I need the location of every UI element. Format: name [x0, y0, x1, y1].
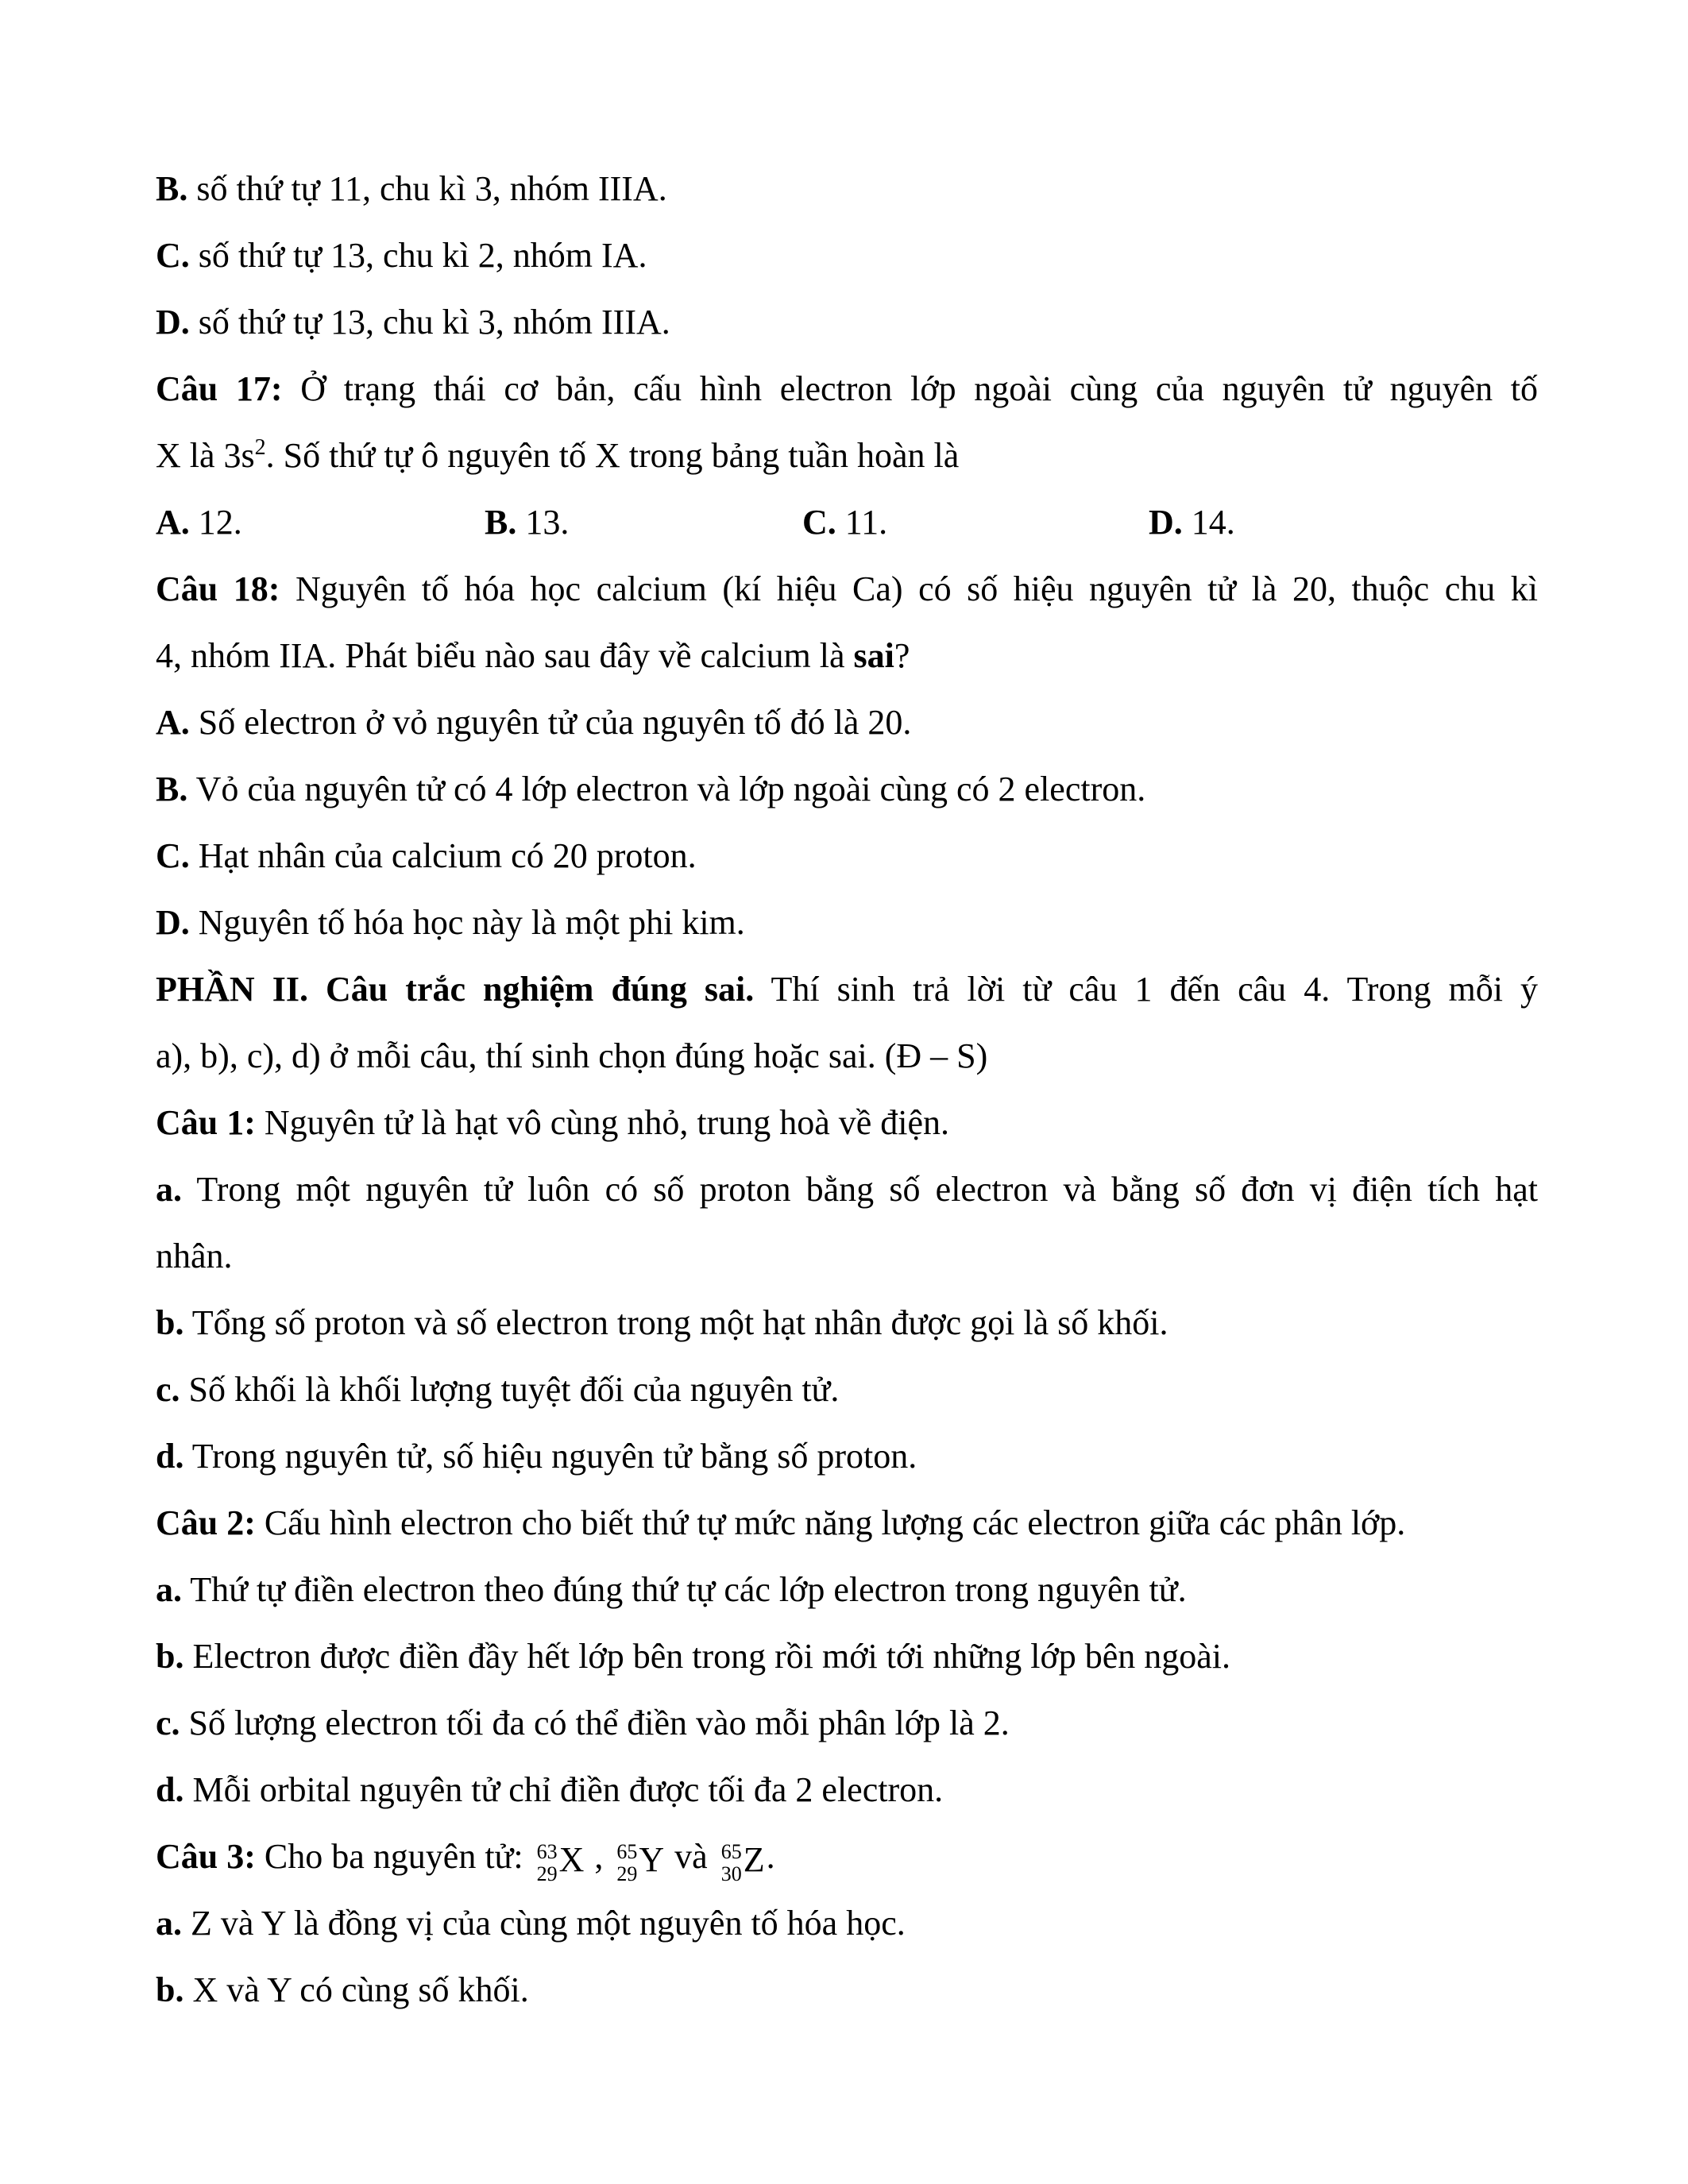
nuclide-y	[616, 1838, 665, 1885]
option-text: Nguyên tố hóa học này là một phi kim.	[189, 903, 745, 942]
option-label: D.	[156, 303, 190, 341]
option-text: số thứ tự 13, chu kì 3, nhóm IIIA.	[189, 303, 670, 341]
mass-number: 63	[536, 1839, 558, 1863]
element-symbol: X	[558, 1839, 585, 1879]
question-text: . Số thứ tự ô nguyên tố X trong bảng tuần hoàn là	[265, 436, 960, 475]
q18-option-a	[156, 689, 1538, 756]
c3-statement-b	[156, 1957, 1538, 2024]
question-label: Câu 3:	[156, 1837, 256, 1876]
option-label: C.	[156, 236, 190, 275]
option-label: B.	[485, 503, 517, 542]
statement-label: b.	[156, 1637, 184, 1676]
statement-label: b.	[156, 1970, 184, 2009]
question-label: Câu 1:	[156, 1103, 256, 1142]
question-text: 4, nhóm IIA. Phát biểu nào sau đây về calcium là	[156, 636, 854, 675]
emphasis-word: sai	[853, 636, 894, 675]
part2-heading-line1	[156, 956, 1538, 1023]
option-label: C.	[156, 836, 190, 875]
q17-option-a	[156, 489, 485, 556]
statement-text: Z và Y là đồng vị của cùng một nguyên tố hóa học.	[182, 1904, 906, 1943]
separator-text: ,	[585, 1837, 604, 1876]
q17-option-c	[802, 489, 1149, 556]
page-content	[156, 156, 1538, 2024]
statement-label: b.	[156, 1303, 184, 1342]
q17-options	[156, 489, 1538, 556]
nuclide-z	[720, 1838, 765, 1885]
option-text: Vỏ của nguyên tử có 4 lớp electron và lớp ngoài cùng có 2 electron.	[187, 770, 1146, 808]
option-text: số thứ tự 11, chu kì 3, nhóm IIIA.	[187, 169, 667, 208]
question-label: Câu 18:	[156, 569, 280, 608]
statement-text: Trong một nguyên tử luôn có số proton bằng số electron và bằng số đơn vị điện tích hạt	[182, 1170, 1538, 1209]
statement-text: Electron được điền đầy hết lớp bên trong rồi mới tới những lớp bên ngoài.	[183, 1637, 1231, 1676]
mass-number: 65	[616, 1839, 638, 1863]
c2-statement-c	[156, 1690, 1538, 1757]
option-text: 13.	[516, 503, 570, 542]
c1-statement-b	[156, 1290, 1538, 1356]
statement-label: a.	[156, 1570, 182, 1609]
option-text: 14.	[1182, 503, 1235, 542]
question-text: Cấu hình electron cho biết thứ tự mức năng lượng các electron giữa các phân lớp.	[255, 1503, 1406, 1542]
q18-option-c	[156, 823, 1538, 889]
statement-text: nhân.	[156, 1237, 233, 1275]
q17-option-d	[1149, 489, 1387, 556]
c2-statement-d	[156, 1757, 1538, 1823]
option-text: Hạt nhân của calcium có 20 proton.	[189, 836, 697, 875]
c2-statement-a	[156, 1557, 1538, 1623]
part2-heading-line2	[156, 1023, 1538, 1090]
option-text: số thứ tự 13, chu kì 2, nhóm IA.	[189, 236, 647, 275]
option-label: B.	[156, 169, 188, 208]
option-label: A.	[156, 703, 190, 742]
c3-stem	[156, 1823, 1538, 1890]
statement-label: c.	[156, 1704, 180, 1742]
q16-option-d	[156, 289, 1538, 356]
statement-text: Số lượng electron tối đa có thể điền vào mỗi phân lớp là 2.	[180, 1704, 1010, 1742]
q17-option-b	[485, 489, 802, 556]
q16-option-c	[156, 222, 1538, 289]
atomic-number: 29	[616, 1862, 638, 1885]
section-instructions: Thí sinh trả lời từ câu 1 đến câu 4. Trong mỗi ý	[754, 970, 1538, 1009]
statement-text: Trong nguyên tử, số hiệu nguyên tử bằng số proton.	[183, 1437, 917, 1476]
c2-statement-b	[156, 1623, 1538, 1690]
statement-text: Thứ tự điền electron theo đúng thứ tự các lớp electron trong nguyên tử.	[182, 1570, 1187, 1609]
statement-text: Số khối là khối lượng tuyệt đối của nguyên tử.	[180, 1370, 840, 1409]
element-symbol: Z	[743, 1839, 765, 1879]
statement-label: d.	[156, 1770, 184, 1809]
c1-stem	[156, 1090, 1538, 1156]
separator-text: .	[766, 1837, 775, 1876]
statement-text: X và Y có cùng số khối.	[183, 1970, 529, 2009]
q18-option-d	[156, 889, 1538, 956]
option-label: D.	[156, 903, 190, 942]
option-label: A.	[156, 503, 190, 542]
question-label: Câu 17:	[156, 369, 283, 408]
statement-label: a.	[156, 1904, 182, 1943]
superscript: 2	[254, 435, 266, 460]
c3-statement-a	[156, 1890, 1538, 1957]
section-instructions: a), b), c), d) ở mỗi câu, thí sinh chọn đúng hoặc sai. (Đ – S)	[156, 1036, 988, 1075]
question-text: Cho ba nguyên tử:	[255, 1837, 523, 1876]
q18-stem-line2	[156, 623, 1538, 689]
c1-statement-a-line1	[156, 1156, 1538, 1223]
q17-stem-line2	[156, 423, 1538, 489]
question-label: Câu 2:	[156, 1503, 256, 1542]
question-text: X là 3s	[156, 436, 255, 475]
option-text: 11.	[836, 503, 888, 542]
c2-stem	[156, 1490, 1538, 1557]
q18-stem-line1	[156, 556, 1538, 623]
option-label: B.	[156, 770, 188, 808]
option-label: D.	[1149, 503, 1183, 542]
option-label: C.	[802, 503, 836, 542]
q16-option-b	[156, 156, 1538, 222]
question-text: Nguyên tử là hạt vô cùng nhỏ, trung hoà về điện.	[255, 1103, 950, 1142]
question-text: Nguyên tố hóa học calcium (kí hiệu Ca) có số hiệu nguyên tử là 20, thuộc chu kì	[280, 569, 1538, 608]
element-symbol: Y	[639, 1839, 665, 1879]
c1-statement-a-line2	[156, 1223, 1538, 1290]
statement-label: a.	[156, 1170, 182, 1209]
c1-statement-d	[156, 1423, 1538, 1490]
atomic-number: 29	[536, 1862, 558, 1885]
section-heading: PHẦN II. Câu trắc nghiệm đúng sai.	[156, 970, 755, 1009]
statement-label: d.	[156, 1437, 184, 1476]
statement-label: c.	[156, 1370, 180, 1409]
option-text: 12.	[189, 503, 242, 542]
statement-text: Tổng số proton và số electron trong một hạt nhân được gọi là số khối.	[183, 1303, 1168, 1342]
atomic-number: 30	[720, 1862, 742, 1885]
question-text: Ở trạng thái cơ bản, cấu hình electron lớp ngoài cùng của nguyên tử nguyên tố	[282, 369, 1538, 408]
mass-number: 65	[720, 1839, 742, 1863]
separator-text: và	[666, 1837, 708, 1876]
nuclide-x	[536, 1838, 585, 1885]
statement-text: Mỗi orbital nguyên tử chỉ điền được tối đa 2 electron.	[183, 1770, 944, 1809]
q18-option-b	[156, 756, 1538, 823]
c1-statement-c	[156, 1356, 1538, 1423]
q17-stem-line1	[156, 356, 1538, 423]
question-text: ?	[894, 636, 910, 675]
option-text: Số electron ở vỏ nguyên tử của nguyên tố đó là 20.	[189, 703, 912, 742]
